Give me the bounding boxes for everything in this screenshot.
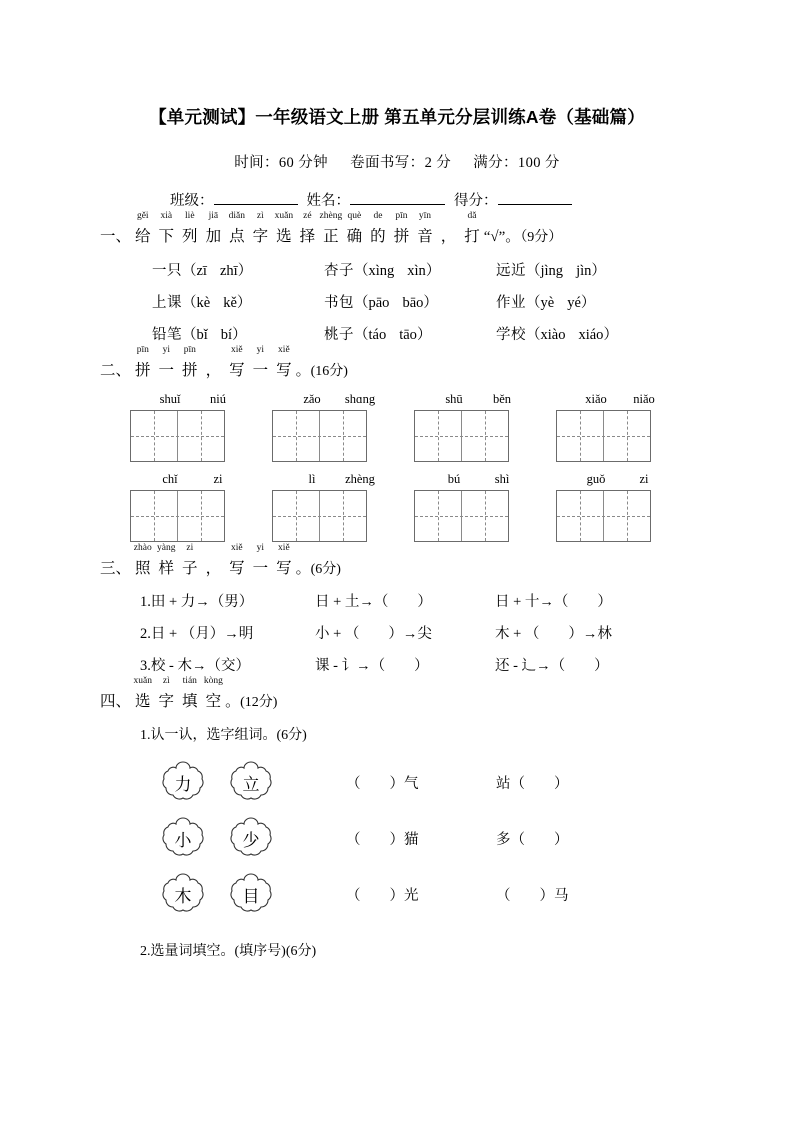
pinyin-2: zi <box>213 472 223 486</box>
name-label: 姓名： <box>306 193 350 209</box>
option-2[interactable]: xìn <box>407 263 426 279</box>
pinyin: què <box>347 211 362 221</box>
pinyin-2: zi <box>639 472 649 486</box>
pinyin-pair <box>130 392 272 407</box>
tianzige-cell[interactable] <box>131 491 178 541</box>
ruby-item <box>225 543 249 578</box>
grid-row-group <box>130 392 794 462</box>
class-blank[interactable] <box>214 190 298 206</box>
pinyin-1: lì <box>308 472 316 486</box>
hanzi: 字 <box>158 693 175 710</box>
ruby-item <box>155 345 179 380</box>
choice-item[interactable]: 上课（kè kě） <box>152 295 252 311</box>
answer-blanks <box>346 884 646 905</box>
answer-blank[interactable]: 多（ ） <box>496 831 569 848</box>
pinyin-1: shū <box>445 392 463 406</box>
section-4-sub2-label: 2.选量词填空。(填序号)(6分) <box>140 944 317 959</box>
tianzige-cell[interactable] <box>557 491 604 541</box>
tianzige-cell[interactable] <box>415 491 462 541</box>
pinyin-2: niú <box>210 392 226 406</box>
character-choice-row <box>160 810 794 866</box>
ruby-item <box>178 345 202 380</box>
pinyin: jiā <box>208 211 219 221</box>
word: 一只 <box>152 263 182 279</box>
formula-question[interactable]: 日 + 土→（ ） <box>315 594 432 610</box>
word: 桃子 <box>324 327 354 343</box>
pinyin: xiě <box>231 345 243 355</box>
pinyin-1: zǎo <box>303 392 321 406</box>
answer-blank[interactable]: （ ）光 <box>346 887 419 904</box>
ruby-item <box>131 543 155 578</box>
option-1[interactable]: pāo <box>368 295 390 311</box>
pinyin: gěi <box>136 211 149 221</box>
ruby-item <box>319 211 343 246</box>
tianzige-box[interactable] <box>272 490 367 542</box>
option-2[interactable]: bí <box>220 327 233 343</box>
cloud-bubble-character[interactable] <box>160 815 206 861</box>
hanzi: 一 <box>252 362 269 379</box>
hanzi: 给 <box>135 228 151 245</box>
hanzi: 正 <box>323 228 339 245</box>
tianzige-cell[interactable] <box>604 411 651 461</box>
score-label: 得分： <box>454 193 498 209</box>
name-blank[interactable] <box>350 190 445 206</box>
section-4-heading <box>0 676 794 711</box>
ruby-item <box>343 211 367 246</box>
word: 作业 <box>496 295 526 311</box>
cloud-bubble-character[interactable] <box>228 759 274 805</box>
answer-blanks <box>346 772 646 793</box>
pinyin: zi <box>186 543 194 553</box>
option-2[interactable]: jìn <box>576 263 592 279</box>
choice-item[interactable]: 作业（yè yé） <box>496 295 596 311</box>
pinyin-1: shuǐ <box>159 392 181 406</box>
pinyin: zì <box>256 211 264 221</box>
section-4-sub1-label: 1.认一认，选字组词。(6分) <box>140 728 307 743</box>
pinyin: xiě <box>278 345 290 355</box>
ruby-item <box>460 211 484 246</box>
word: 铅笔 <box>152 327 182 343</box>
hanzi: 写 <box>276 560 292 577</box>
option-1[interactable]: bǐ <box>196 327 208 343</box>
ruby-item <box>131 345 155 380</box>
ruby-item <box>249 211 273 246</box>
ruby-item <box>390 211 414 246</box>
pinyin-pair <box>130 472 272 487</box>
hanzi: ， <box>440 228 457 245</box>
section-4-number: 四、 <box>100 693 132 710</box>
tianzige-cell[interactable] <box>273 491 320 541</box>
formula-question[interactable]: 小 + （ ）→尖 <box>315 626 432 642</box>
hanzi: 样 <box>158 560 175 577</box>
time-label: 时间：60 分钟 <box>234 155 329 171</box>
formula-question[interactable]: 还 - 辶→（ ） <box>495 658 609 674</box>
tianzige-cell[interactable] <box>178 411 225 461</box>
choice-row <box>152 259 794 280</box>
character-choice-row <box>160 754 794 810</box>
character: 木 <box>174 886 192 906</box>
writing-grid-row <box>130 490 794 542</box>
choice-row <box>152 323 794 344</box>
hanzi: 拼 <box>393 228 410 245</box>
pinyin: yīn <box>418 211 432 221</box>
choice-item[interactable]: 杏子（xìng xìn） <box>324 263 441 279</box>
pinyin: zhào <box>133 543 152 553</box>
tianzige-cell[interactable] <box>273 411 320 461</box>
pinyin-pair <box>556 392 698 407</box>
section-3-score: (6分) <box>310 562 341 577</box>
option-2[interactable]: tāo <box>399 327 417 343</box>
cloud-bubble-character[interactable] <box>228 815 274 861</box>
pinyin: yi <box>162 345 170 355</box>
hanzi: 确 <box>346 228 363 245</box>
tianzige-cell[interactable] <box>604 491 651 541</box>
pinyin: xiě <box>278 543 290 553</box>
section-2-grids <box>0 392 794 542</box>
page-title: 【单元测试】一年级语文上册 第五单元分层训练A卷（基础篇） <box>149 107 645 127</box>
choice-item[interactable]: 书包（pāo bāo） <box>324 295 438 311</box>
section-1-heading <box>0 211 794 246</box>
pinyin-1: xiǎo <box>585 392 607 406</box>
pinyin-pair <box>414 472 556 487</box>
hanzi: 拼 <box>135 362 151 379</box>
pinyin-2: niǎo <box>633 392 655 406</box>
formula-question[interactable]: 课 - 讠→（ ） <box>315 658 429 674</box>
tianzige-box[interactable] <box>556 490 651 542</box>
character-choice-row <box>160 866 794 922</box>
pinyin-1: chǐ <box>162 472 178 486</box>
ruby-item <box>202 358 226 380</box>
formula-row <box>140 654 794 675</box>
formula-row <box>140 590 794 611</box>
choice-item[interactable]: 学校（xiào xiáo） <box>496 327 618 343</box>
pinyin: pīn <box>395 211 408 221</box>
hanzi: 写 <box>276 362 292 379</box>
choice-item[interactable]: 一只（zī zhī） <box>152 263 253 279</box>
pinyin: kòng <box>203 676 223 686</box>
formula-row <box>140 622 794 643</box>
tianzige-cell[interactable] <box>320 411 367 461</box>
character: 力 <box>174 774 192 794</box>
ruby-item <box>249 345 273 380</box>
section-3-number: 三、 <box>100 560 132 577</box>
pinyin-pair <box>272 392 414 407</box>
hanzi: 拼 <box>182 362 198 379</box>
character: 立 <box>242 774 260 794</box>
word: 杏子 <box>324 263 354 279</box>
ruby-item <box>272 543 296 578</box>
character: 少 <box>242 830 260 850</box>
ruby-item <box>178 543 202 578</box>
pinyin: xià <box>160 211 173 221</box>
hanzi: 下 <box>158 228 175 245</box>
pinyin-pair <box>556 472 698 487</box>
cloud-bubble-character[interactable] <box>228 871 274 917</box>
pinyin: diǎn <box>228 211 246 221</box>
option-1[interactable]: zī <box>196 263 207 279</box>
tianzige-box[interactable] <box>130 410 225 462</box>
total-label: 满分：100 分 <box>473 155 560 171</box>
pinyin-pair <box>272 472 414 487</box>
option-2[interactable]: zhī <box>219 263 238 279</box>
tianzige-cell[interactable] <box>462 491 509 541</box>
section-2-tail: 。 <box>295 363 311 379</box>
character: 小 <box>174 830 192 850</box>
option-2[interactable]: yé <box>567 295 581 311</box>
tianzige-cell[interactable] <box>131 411 178 461</box>
hanzi: ， <box>205 362 222 379</box>
pinyin-2: běn <box>492 392 512 406</box>
pinyin: xuǎn <box>274 211 294 221</box>
choice-item[interactable]: 桃子（táo tāo） <box>324 327 432 343</box>
exam-meta <box>0 151 794 172</box>
pinyin-pair <box>414 392 556 407</box>
hanzi: 选 <box>135 693 151 710</box>
hanzi: 写 <box>229 362 245 379</box>
pinyin-2: shì <box>494 472 510 486</box>
hanzi: 一 <box>158 362 175 379</box>
ruby-item <box>178 676 202 711</box>
ruby-item <box>249 543 273 578</box>
hanzi: 照 <box>135 560 151 577</box>
formula-example: 2.日 + （月）→明 <box>140 626 254 642</box>
hanzi: 子 <box>182 560 198 577</box>
ruby-item <box>272 345 296 380</box>
pinyin: zì <box>162 676 170 686</box>
section-4-score: (12分) <box>240 695 278 710</box>
tianzige-cell[interactable] <box>178 491 225 541</box>
pinyin: yi <box>256 345 265 355</box>
formula-example: 3.校 - 木→（交） <box>140 658 250 674</box>
hanzi: 打 <box>464 228 480 245</box>
tianzige-box[interactable] <box>130 490 225 542</box>
ruby-item <box>437 224 461 246</box>
tianzige-box[interactable] <box>556 410 651 462</box>
ruby-item <box>155 676 179 711</box>
section-2-heading <box>0 345 794 380</box>
ruby-item <box>202 211 226 246</box>
ruby-item <box>413 211 437 246</box>
ruby-item <box>225 211 249 246</box>
answer-blank[interactable]: （ ）气 <box>346 775 419 792</box>
formula-example: 1.田 + 力→（男） <box>140 594 254 610</box>
hanzi: 列 <box>182 228 198 245</box>
section-3-tail: 。 <box>295 561 311 577</box>
writing-grid-row <box>130 410 794 462</box>
answer-blank[interactable]: 站（ ） <box>496 775 569 792</box>
pinyin: pīn <box>183 345 196 355</box>
tianzige-box[interactable] <box>414 410 509 462</box>
choice-row <box>152 291 794 312</box>
hanzi: 音 <box>417 228 433 245</box>
ruby-item <box>272 211 296 246</box>
tianzige-box[interactable] <box>272 410 367 462</box>
hanzi: 择 <box>299 228 316 245</box>
hanzi: 字 <box>252 228 269 245</box>
ruby-item <box>155 543 179 578</box>
hanzi: ， <box>205 560 222 577</box>
pinyin: yàng <box>157 543 176 553</box>
pinyin: zhèng <box>319 211 343 221</box>
ruby-item <box>131 676 155 711</box>
grid-row-group <box>130 472 794 542</box>
section-1-score: （9分） <box>520 230 563 245</box>
section-3-items <box>0 590 794 675</box>
answer-blank[interactable]: （ ）猫 <box>346 831 419 848</box>
hanzi: 一 <box>252 560 269 577</box>
tianzige-cell[interactable] <box>557 411 604 461</box>
answer-blank[interactable]: （ ）马 <box>496 887 569 904</box>
formula-question[interactable]: 日 + 十→（ ） <box>495 594 612 610</box>
word: 上课 <box>152 295 182 311</box>
pinyin: de <box>373 211 383 221</box>
hanzi: 填 <box>182 693 198 710</box>
word: 学校 <box>496 327 526 343</box>
tianzige-cell[interactable] <box>415 411 462 461</box>
section-4-tail: 。 <box>225 694 241 710</box>
option-1[interactable]: táo <box>368 327 387 343</box>
pinyin: yi <box>256 543 265 553</box>
score-blank[interactable] <box>498 190 572 206</box>
section-1-number: 一、 <box>100 228 132 245</box>
tianzige-cell[interactable] <box>462 411 509 461</box>
section-3-heading <box>0 543 794 578</box>
cloud-bubble-character[interactable] <box>160 871 206 917</box>
ruby-item <box>225 345 249 380</box>
pinyin-2: zhèng <box>345 472 375 486</box>
section-1-items <box>0 259 794 344</box>
ruby-item <box>202 556 226 578</box>
ruby-item <box>155 211 179 246</box>
hanzi: 加 <box>205 228 222 245</box>
pinyin: pīn <box>136 345 149 355</box>
option-2[interactable]: xiáo <box>578 327 604 343</box>
ruby-item <box>202 676 226 711</box>
word: 远近 <box>496 263 526 279</box>
section-2-number: 二、 <box>100 362 132 379</box>
answer-blanks <box>346 828 646 849</box>
character-choice-block <box>0 754 794 922</box>
tianzige-box[interactable] <box>414 490 509 542</box>
ruby-item <box>296 211 320 246</box>
option-1[interactable]: xiào <box>540 327 566 343</box>
pinyin-row <box>130 472 794 487</box>
hanzi: 写 <box>229 560 245 577</box>
hanzi: 空 <box>205 693 222 710</box>
hanzi: 选 <box>276 228 292 245</box>
choice-item[interactable]: 铅笔（bǐ bí） <box>152 327 247 343</box>
ruby-item <box>131 211 155 246</box>
hanzi: 点 <box>229 228 245 245</box>
ruby-item <box>178 211 202 246</box>
pinyin-1: bú <box>447 472 461 486</box>
writing-label: 卷面书写：2 分 <box>350 155 452 171</box>
pinyin-2: shɑng <box>344 392 376 406</box>
character: 目 <box>242 886 260 906</box>
hanzi: 的 <box>370 228 386 245</box>
pinyin-1: guǒ <box>586 472 606 486</box>
pinyin: liè <box>185 211 195 221</box>
class-label: 班级： <box>170 193 214 209</box>
option-2[interactable]: kě <box>223 295 237 311</box>
pinyin: zé <box>303 211 312 221</box>
pinyin: xiě <box>231 543 243 553</box>
tianzige-cell[interactable] <box>320 491 367 541</box>
section-2-score: (16分) <box>310 364 348 379</box>
pinyin: xuǎn <box>133 676 152 686</box>
section-1-tail: “√”。 <box>483 229 521 245</box>
option-1[interactable]: yè <box>540 295 555 311</box>
word: 书包 <box>324 295 354 311</box>
student-info-line <box>0 189 794 210</box>
option-1[interactable]: xìng <box>368 263 395 279</box>
pinyin: tián <box>182 676 197 686</box>
option-1[interactable]: kè <box>196 295 211 311</box>
option-2[interactable]: bāo <box>402 295 424 311</box>
choice-item[interactable]: 远近（jìng jìn） <box>496 263 606 279</box>
cloud-bubble-character[interactable] <box>160 759 206 805</box>
pinyin: dǎ <box>467 211 477 221</box>
pinyin-row <box>130 392 794 407</box>
formula-question[interactable]: 木 + （ ）→林 <box>495 626 612 642</box>
option-1[interactable]: jìng <box>540 263 564 279</box>
ruby-item <box>366 211 390 246</box>
